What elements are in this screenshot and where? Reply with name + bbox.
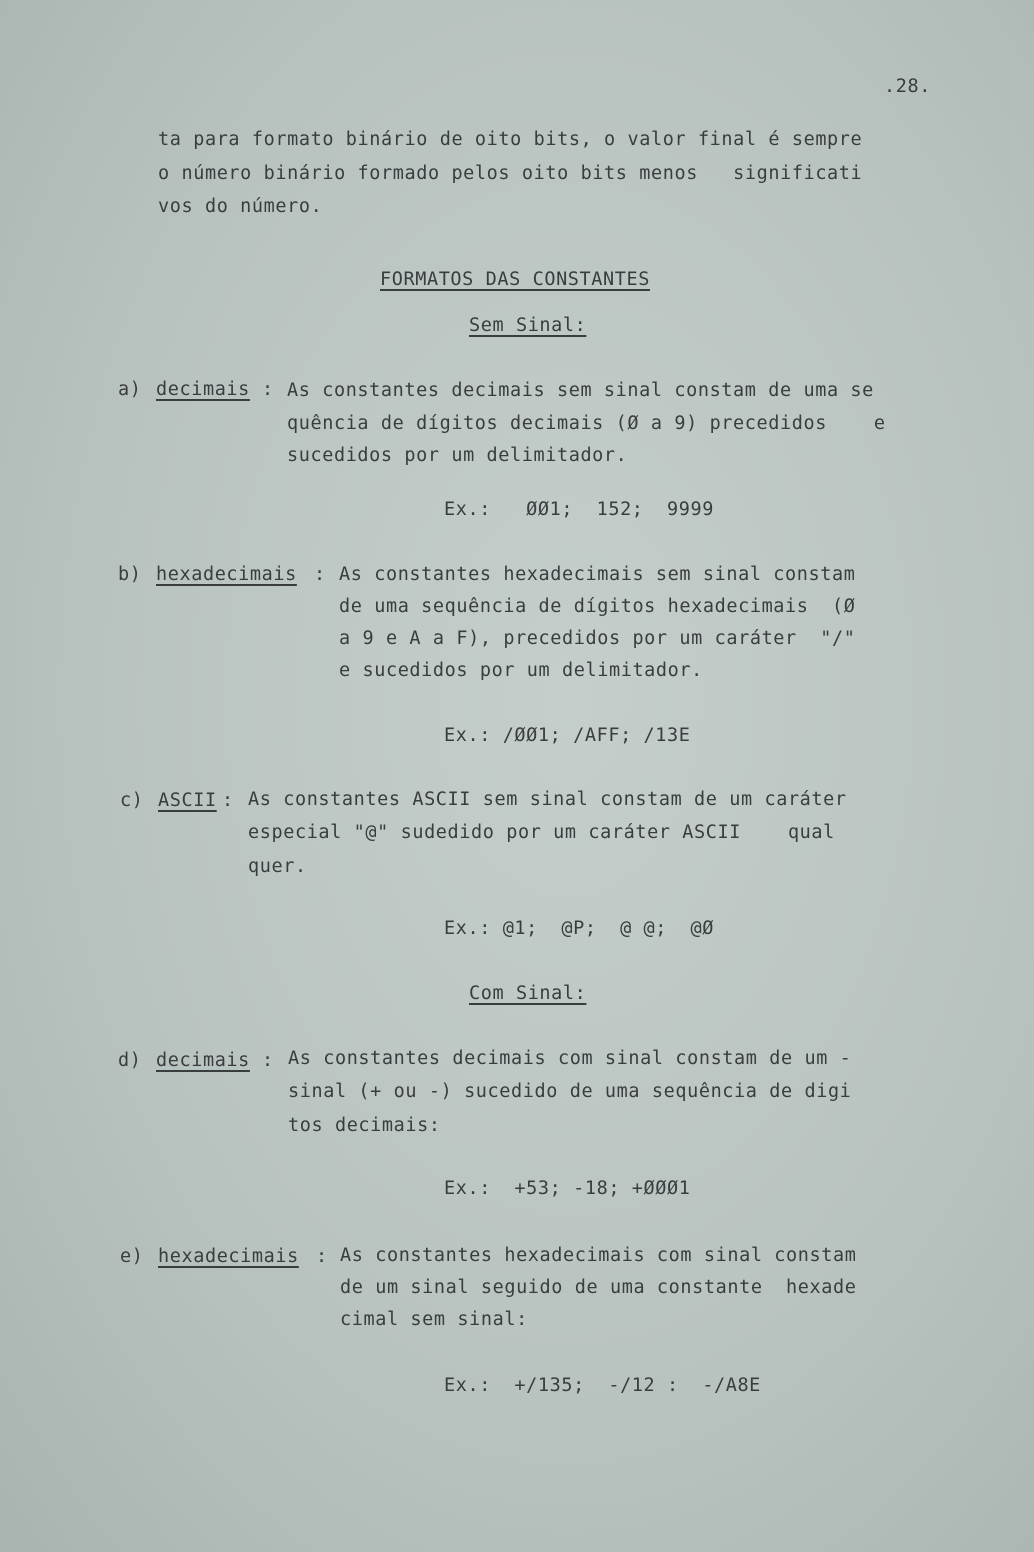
item-d-line-2: sinal (+ ou -) sucedido de uma sequência de digi (288, 1081, 852, 1102)
intro-line-1: ta para formato binário de oito bits, o valor final é sempre (158, 129, 863, 150)
subheading-unsigned: Sem Sinal: (469, 315, 587, 336)
item-e-line-2: de um sinal seguido de uma constante hexade (340, 1277, 857, 1298)
item-d-term: decimais (156, 1050, 250, 1071)
item-b-line-2: de uma sequência de dígitos hexadecimais (Ø (339, 596, 856, 617)
item-a-line-1: As constantes decimais sem sinal constam de uma se (287, 380, 874, 401)
item-a-term: decimais (156, 379, 250, 400)
item-b-colon: : (314, 564, 326, 585)
item-c-marker: c) (120, 790, 144, 811)
section-heading: FORMATOS DAS CONSTANTES (380, 269, 650, 290)
item-b-marker: b) (118, 564, 142, 585)
item-c-colon: : (222, 790, 234, 811)
item-b-line-3: a 9 e A a F), precedidos por um caráter "/" (339, 628, 856, 649)
item-e-example: Ex.: +/135; -/12 : -/A8E (444, 1375, 761, 1396)
item-c-line-3: quer. (248, 856, 307, 877)
item-c-example: Ex.: @1; @P; @ @; @Ø (444, 918, 714, 939)
item-d-colon: : (262, 1050, 274, 1071)
item-d-marker: d) (118, 1050, 142, 1071)
item-b-line-4: e sucedidos por um delimitador. (339, 660, 703, 681)
item-e-term: hexadecimais (158, 1246, 299, 1267)
page-number: .28. (884, 76, 931, 97)
intro-line-2: o número binário formado pelos oito bits menos significati (158, 163, 863, 184)
item-b-example: Ex.: /ØØ1; /AFF; /13E (444, 725, 691, 746)
item-e-marker: e) (120, 1246, 144, 1267)
item-a-colon: : (262, 379, 274, 400)
item-e-colon: : (316, 1246, 328, 1267)
item-d-line-3: tos decimais: (288, 1115, 441, 1136)
item-d-example: Ex.: +53; -18; +ØØØ1 (444, 1178, 691, 1199)
item-a-marker: a) (118, 379, 142, 400)
item-c-line-2: especial "@" sudedido por um caráter ASCII qual (248, 822, 835, 843)
item-e-line-1: As constantes hexadecimais com sinal constam (340, 1245, 857, 1266)
item-a-line-2: quência de dígitos decimais (Ø a 9) precedidos e (287, 413, 886, 434)
subheading-signed: Com Sinal: (469, 983, 587, 1004)
item-b-term: hexadecimais (156, 564, 297, 585)
item-b-line-1: As constantes hexadecimais sem sinal constam (339, 564, 856, 585)
intro-line-3: vos do número. (158, 196, 323, 217)
item-c-line-1: As constantes ASCII sem sinal constam de um caráter (248, 789, 847, 810)
item-d-line-1: As constantes decimais com sinal constam de um - (288, 1048, 852, 1069)
item-a-example: Ex.: ØØ1; 152; 9999 (444, 499, 714, 520)
item-a-line-3: sucedidos por um delimitador. (287, 445, 628, 466)
item-c-term: ASCII (158, 790, 217, 811)
item-e-line-3: cimal sem sinal: (340, 1309, 528, 1330)
